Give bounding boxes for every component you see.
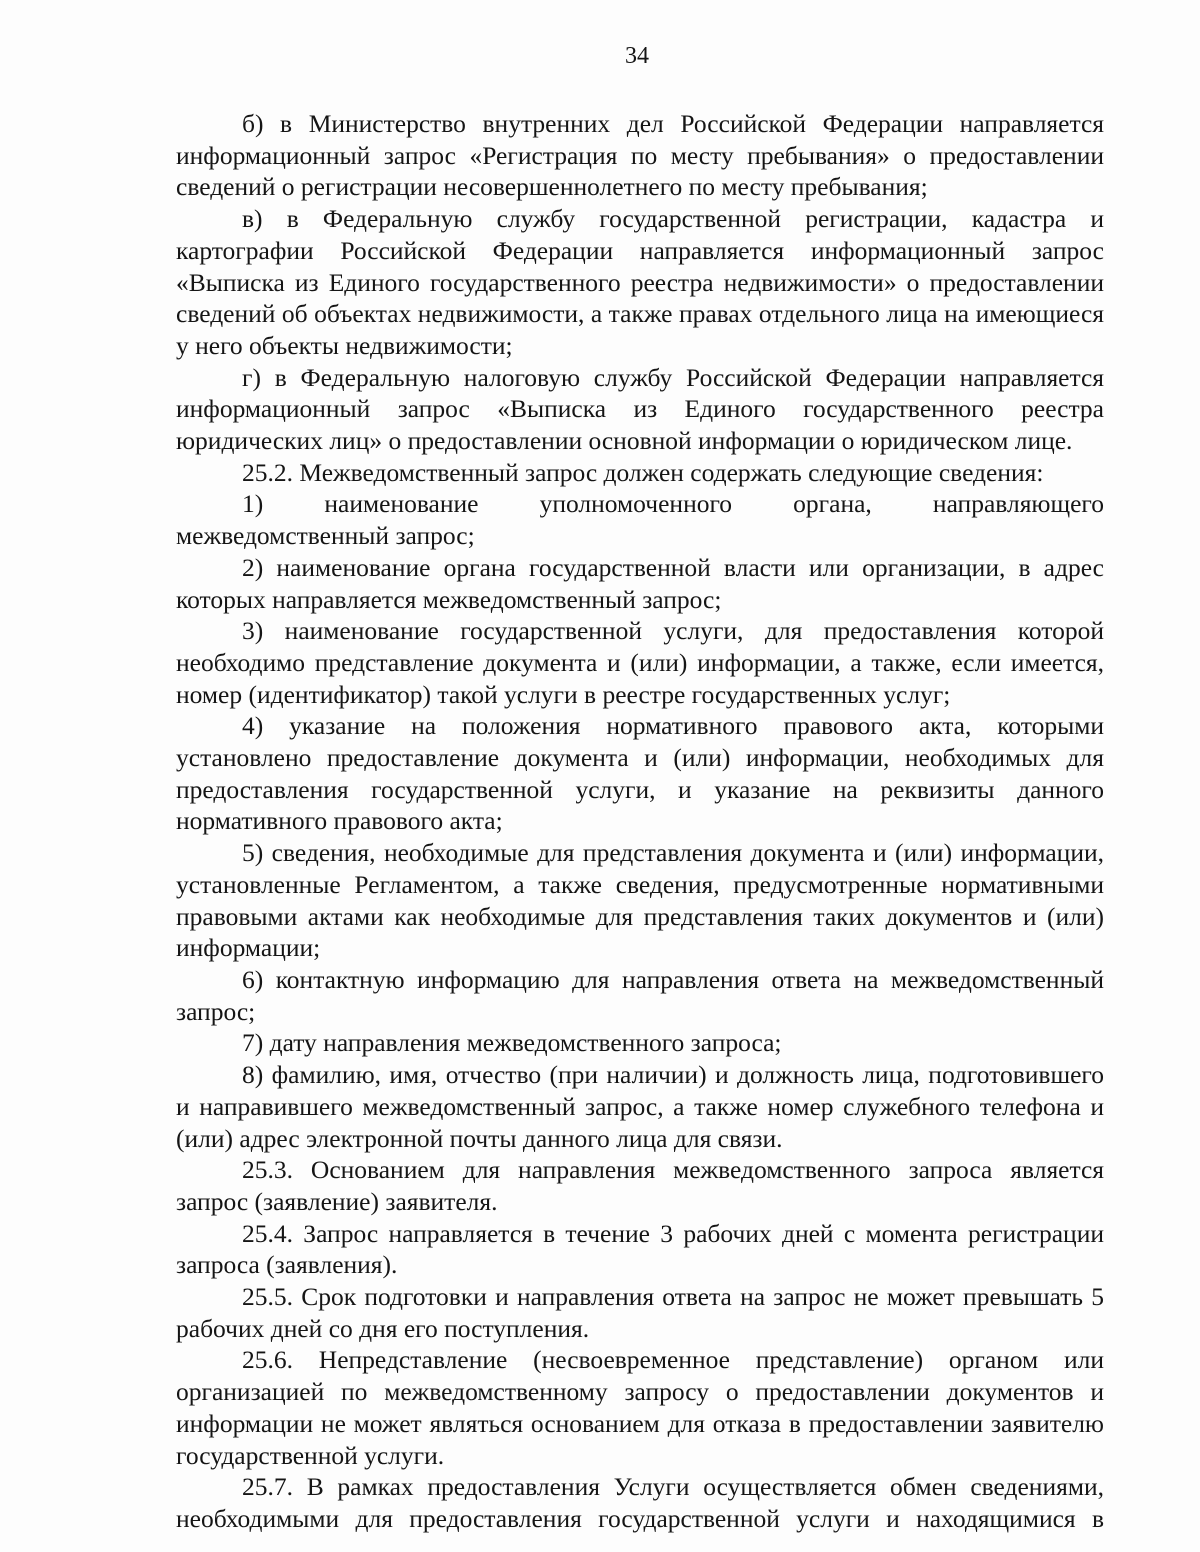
paragraph-25-4: 25.4. Запрос направляется в течение 3 рабочих дней с момента регистрации запроса (заявления). <box>176 1218 1104 1280</box>
list-item-6: 6) контактную информацию для направления ответа на межведомственный запрос; <box>176 964 1104 1026</box>
list-item-1: 1) наименование уполномоченного органа, направляющего межведомственный запрос; <box>176 489 1104 551</box>
list-item-8: 8) фамилию, имя, отчество (при наличии) и должность лица, подготовившего и направившего межведомственный запрос, а также номер служебного телефона и (или) адрес электронной почты данного лица для связи. <box>176 1060 1104 1153</box>
list-item-5: 5) сведения, необходимые для представления документа и (или) информации, установленные Регламентом, а также сведения, предусмотренные нормативными правовыми актами как необходимые для представления таких документов и (или) информации; <box>176 838 1104 963</box>
list-item-2: 2) наименование органа государственной власти или организации, в адрес которых направляется межведомственный запрос; <box>176 552 1104 614</box>
list-item-7: 7) дату направления межведомственного запроса; <box>242 1028 782 1058</box>
paragraph-v-rosreestr: в) в Федеральную службу государственной регистрации, кадастра и картографии Российской Федерации направляется информационный запрос «Выписка из Единого государственного реестра недвижимости» о предоставлении сведений об объектах недвижимости, а также правах отдельного лица на имеющиеся у него объекты недвижимости; <box>176 204 1104 360</box>
list-item-3: 3) наименование государственной услуги, для предоставления которой необходимо представление документа и (или) информации, а также, если имеется, номер (идентификатор) такой услуги в реестре государственных услуг; <box>176 616 1104 709</box>
paragraph-25-3: 25.3. Основанием для направления межведомственного запроса является запрос (заявление) заявителя. <box>176 1155 1104 1216</box>
paragraph-25-7: 25.7. В рамках предоставления Услуги осуществляется обмен сведениями, необходимыми для предоставления государственной услуги и находящимися в <box>176 1472 1104 1533</box>
paragraph-25-2: 25.2. Межведомственный запрос должен содержать следующие сведения: <box>242 457 1044 487</box>
paragraph-b-mvd: б) в Министерство внутренних дел Российской Федерации направляется информационный запрос «Регистрация по месту пребывания» о предоставлении сведений о регистрации несовершеннолетнего по месту пребывания; <box>176 109 1104 202</box>
list-item-4: 4) указание на положения нормативного правового акта, которыми установлено предоставление документа и (или) информации, необходимых для предоставления государственной услуги, и указание на реквизиты данного нормативного правового акта; <box>176 711 1104 836</box>
page-number: 34 <box>625 43 649 69</box>
paragraph-25-5: 25.5. Срок подготовки и направления ответа на запрос не может превышать 5 рабочих дней со дня его поступления. <box>176 1282 1104 1343</box>
paragraph-g-fns: г) в Федеральную налоговую службу Российской Федерации направляется информационный запрос «Выписка из Единого государственного реестра юридических лиц» о предоставлении основной информации о юридическом лице. <box>176 362 1104 456</box>
paragraph-25-6: 25.6. Непредставление (несвоевременное представление) органом или организацией по межведомственному запросу о предоставлении документов и информации не может являться основанием для отказа в предоставлении заявителю государственной услуги. <box>176 1345 1104 1470</box>
document-body <box>176 108 1104 1535</box>
